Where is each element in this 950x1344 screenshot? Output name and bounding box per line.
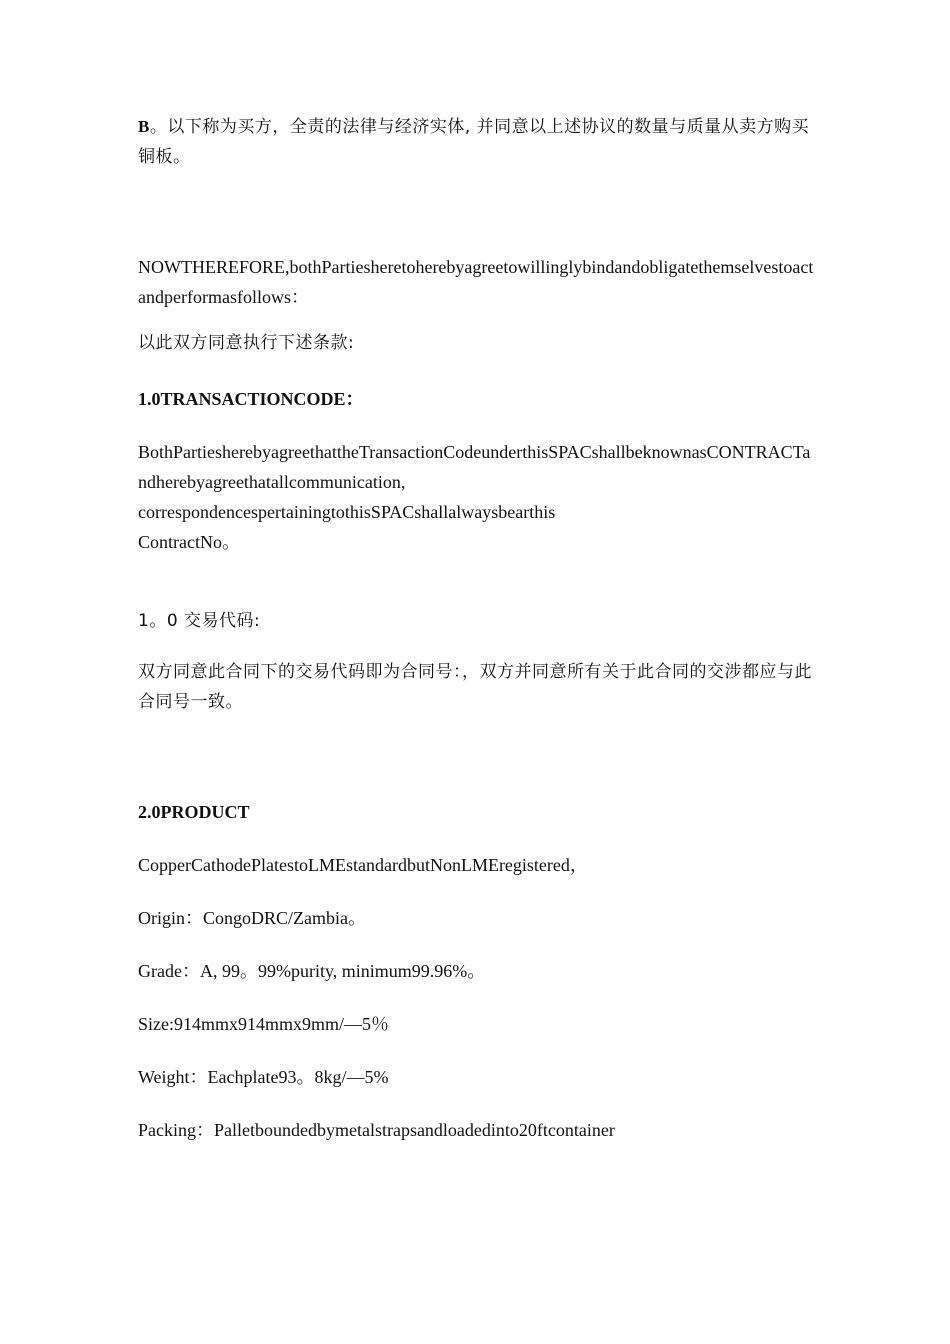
section1-heading-cn: 1。0 交易代码: [138,611,261,631]
section1-body-cn: 双方同意此合同下的交易代码即为合同号：，双方并同意所有关于此合同的交涉都应与此合同号一致。 [138,662,812,712]
grade-line: Grade：A, 99。99%purity, minimum99.96%。 [138,961,486,981]
section2-heading: 2.0PRODUCT [138,802,250,822]
intro-party-label: B [138,117,150,136]
product-line: CopperCathodePlatestoLMEstandardbutNonLMEregistered， [138,855,588,875]
intro-paragraph [138,112,818,172]
packing-line: Packing：Palletboundedbymetalstrapsandloadedinto20ftcontainer [138,1120,615,1140]
section1-body [138,437,818,557]
size-line: Size:914mmx914mmx9mm/—5％ [138,1014,389,1034]
weight-line: Weight：Eachplate93。8kg/—5% [138,1067,389,1087]
section1-body-line: BothPartiesherebyagreethattheTransactionCodeunderthisSPACshallbeknownasCONTRACTandherebyagreethatallcommunication, [138,442,811,492]
agree-cn-paragraph: 以此双方同意执行下述条款: [138,333,355,353]
section1-heading: 1.0TRANSACTIONCODE： [138,389,364,409]
now-therefore-paragraph: NOWTHEREFORE,bothPartiesheretoherebyagreetowillinglybindandobligatethemselvestoactandperformasfollows： [138,257,814,307]
section1-body-line: ContractNo。 [138,532,240,552]
intro-text: 。以下称为买方，全责的法律与经济实体, 并同意以上述协议的数量与质量从卖方购买铜板。 [138,117,810,167]
origin-line: Origin：CongoDRC/Zambia。 [138,908,366,928]
section1-body-line: correspondencespertainingtothisSPACshallalwaysbearthis [138,502,556,522]
